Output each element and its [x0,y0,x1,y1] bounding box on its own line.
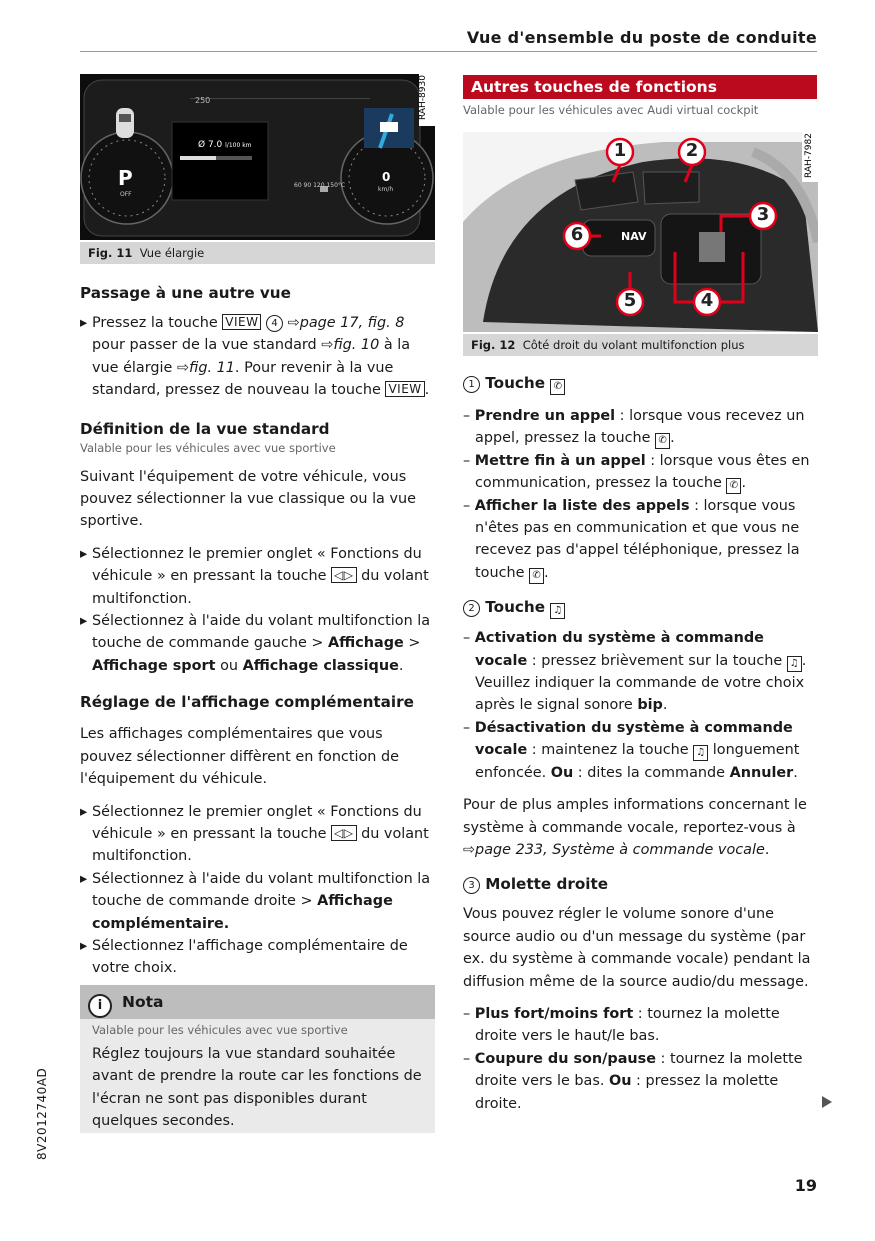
view-key: VIEW [385,381,424,397]
temp-scale: 60 90 120 150°C [294,182,346,189]
instruction: ▸ Sélectionnez à l'aide du volant multifonction la touche de commande gauche > Affichage > Affichage sport ou Affichage classique. [80,613,431,674]
phone-icon: ✆ [655,433,670,449]
instruction: ▸ Sélectionnez le premier onglet « Fonctions du véhicule » en pressant la touche ◁▷ du volant multifonction. [80,803,429,865]
callout-2: 2 [685,140,699,161]
nota-header: i Nota [80,985,435,1019]
fig11-caption: Fig. 11 Vue élargie [80,242,435,264]
right-dial-unit: km/h [378,186,394,193]
section-title: Passage à une autre vue [80,284,291,302]
right-dial-readout: 0 [382,170,391,184]
description: – Prendre un appel : lorsque vous recevez un appel, pressez la touche ✆ . [463,405,818,450]
item-title: 3 Molette droite [463,873,818,895]
callout-4: 4 [700,290,714,311]
running-head: Vue d'ensemble du poste de conduite [80,28,817,52]
section-title: Définition de la vue standard [80,419,330,438]
consumption-readout: Ø 7.0 l/100 km [198,140,252,150]
info-icon: i [88,994,112,1018]
fig12-caption: Fig. 12 Côté droit du volant multifonction plus [463,334,818,356]
section-title: Réglage de l'affichage complémentaire [80,693,414,712]
description: – Plus fort/moins fort : tournez la molette droite vers le haut/le bas. [463,1005,780,1045]
left-column [80,282,435,980]
item-title: 2 Touche ♫ [463,596,818,619]
page-number: 19 [794,1176,817,1195]
callout-1: 1 [613,140,627,161]
instruction: ▸ Sélectionnez à l'aide du volant multifonction la touche de commande droite > Affichage complémentaire. [80,870,431,932]
instrument-cluster-illustration [80,74,435,240]
voice-icon: ♫ [787,656,802,672]
description: – Coupure du son/pause : tournez la molette droite vers le bas. Ou : pressez la molette droite. [463,1050,803,1112]
right-column [463,372,818,1115]
callout-6: 6 [570,224,584,245]
paragraph: Vous pouvez régler le volume sonore d'une source audio ou d'un message du système (par ex. du système à commande vocale) pendant la diffusion même de la source audio/du message. [463,906,811,990]
nota-body [80,1019,435,1133]
nota-subtitle: Valable pour les véhicules avec vue sportive [92,1023,348,1037]
fig12-image [463,132,818,332]
nav-button-label: NAV [621,230,647,243]
cross-ref[interactable]: ⇨fig. 11 [176,359,235,376]
section-subtitle: Valable pour les véhicules avec vue sportive [80,440,336,455]
instruction: ▸ Pressez la touche VIEW 4 ⇨page 17, fig. 8 pour passer de la vue standard ⇨fig. 10 à la vue élargie ⇨fig. 11. Pour revenir à la vue standard, pressez de nouveau la touche VIEW . [80,315,430,399]
fig11-code: RAH-8930 [418,75,428,120]
paragraph: Pour de plus amples informations concernant le système à commande vocale, reportez-vous à ⇨page 233, Système à commande vocale. [463,797,807,858]
view-key: VIEW [222,314,261,330]
gear-indicator: P [118,166,133,190]
description: – Mettre fin à un appel : lorsque vous êtes en communication, pressez la touche ✆ . [463,450,818,495]
arrows-key: ◁▷ [331,825,356,841]
section-subtitle: Valable pour les véhicules avec Audi virtual cockpit [463,103,759,117]
nota-text: Réglez toujours la vue standard souhaitée avant de prendre la route car les fonctions de l'écran ne sont pas disponibles durant quelques secondes. [92,1046,422,1130]
cross-ref[interactable]: ⇨page 233, Système à commande vocale [463,841,765,858]
continue-arrow-icon [822,1096,832,1108]
paragraph: Les affichages complémentaires que vous pouvez sélectionner diffèrent en fonction de l'équipement du véhicule. [80,726,399,788]
callout-3: 3 [756,204,770,225]
cross-ref[interactable]: ⇨page 17, fig. 8 [287,315,405,331]
instruction: ▸ Sélectionnez le premier onglet « Fonctions du véhicule » en pressant la touche ◁▷ du volant multifonction. [80,545,429,607]
fig11-image [80,74,435,240]
phone-icon: ✆ [726,478,741,494]
paragraph: Suivant l'équipement de votre véhicule, vous pouvez sélectionner la vue classique ou la vue sportive. [80,468,416,530]
instruction: ▸ Sélectionnez l'affichage complémentaire de votre choix. [80,937,408,977]
description: – Afficher la liste des appels : lorsque vous n'êtes pas en communication et que vous ne recevez pas d'appel téléphonique, pressez la touche ✆ . [463,495,818,585]
item-title: 1 Touche ✆ [463,372,818,395]
document-code: 8V2012740AD [35,1067,49,1160]
phone-icon: ✆ [550,379,565,395]
description: – Désactivation du système à commande vocale : maintenez la touche ♫ longuement enfoncée. Ou : dites la commande Annuler. [463,719,800,781]
cross-ref[interactable]: ⇨fig. 10 [321,337,380,354]
gear-sub: OFF [120,191,132,198]
callout-5: 5 [623,290,637,311]
voice-icon: ♫ [693,745,708,761]
callout-4: 4 [266,315,283,332]
arrows-key: ◁▷ [331,567,356,583]
voice-icon: ♫ [550,603,565,619]
section-red-title: Autres touches de fonctions [463,75,817,99]
fig12-code: RAH-7982 [804,133,814,178]
range-readout: 250 [195,96,211,105]
phone-icon: ✆ [529,568,544,584]
description: – Activation du système à commande vocale : pressez brièvement sur la touche ♫ . Veuillez indiquer la commande de votre choix après le signal sonore bip. [463,630,807,714]
